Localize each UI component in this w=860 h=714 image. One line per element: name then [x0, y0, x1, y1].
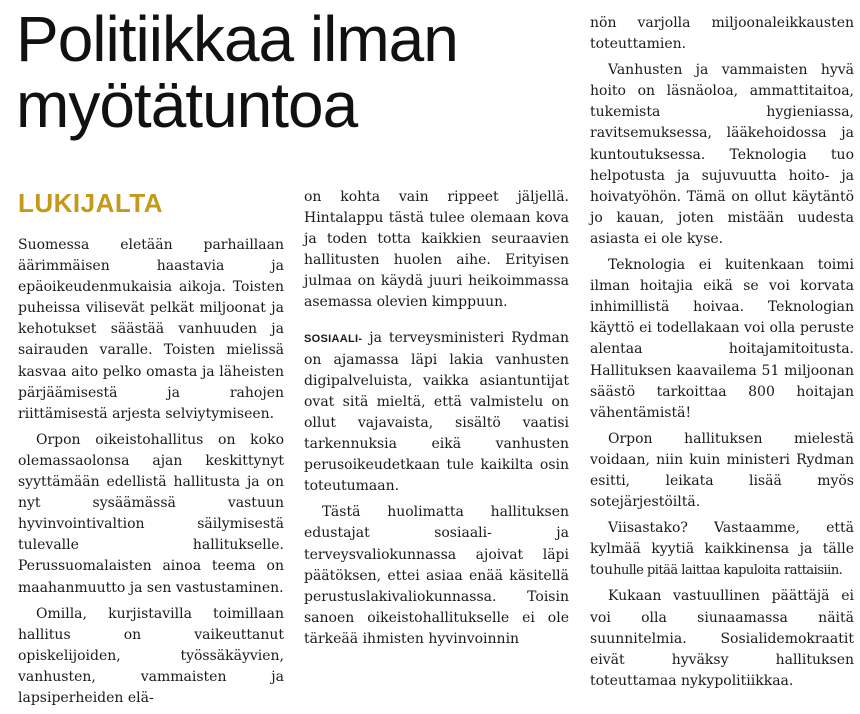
- paragraph: Vanhusten ja vammaisten hyvä hoito on läsnäoloa, ammattitaitoa, tukemista hygieniassa, ravitsemuksessa, lääkehoidossa ja kuntoutuksessa. Teknologia tuo helpotusta ja sujuvuutta hoito- ja hoivatyöhön. Tämä on ollut käytäntö jo kauan, joten mistään uudesta asiasta ei ole kyse.: [590, 62, 854, 247]
- article-column-3: [590, 13, 854, 697]
- paragraph: [590, 518, 854, 581]
- paragraph: Teknologia ei kuitenkaan toimi ilman hoitajia eikä se voi korvata inhimillistä hoivaa. Teknologian käyttö ei todellakaan voi olla peruste alentaa hoitajamitoitusta. Hallituksen kaavailema 51 miljoonan säästö tarkoittaa 800 hoitajan vähentämistä!: [590, 257, 854, 421]
- paragraph: on kohta vain rippeet jäljellä. Hintalappu tästä tulee olemaan kova ja toden totta kaikkien seuraavien hallitusten huolen aihe. Erityisen julmaa on käydä juuri heikoimmassa asemassa olevien kimppuun.: [304, 189, 569, 311]
- paragraph-text: ja terveysministeri Rydman on ajamassa läpi lakia vanhusten digipalveluista, vaikka asiantuntijat ovat sitä mieltä, että valmistelu on ollut vajavaista, sisältö vaatisi tarkennuksia eikä vanhusten perusoikeudetkaan tule kaikilta osin toteutumaan.: [304, 329, 569, 495]
- paragraph: Suomessa eletään parhaillaan äärimmäisen haastavia ja epäoikeudenmukaisia aikoja. Toisten puheissa vilisevät pelkät miljoonat ja kehotukset säästää vanhuuden ja sairauden varalle. Toisten mielissä kasvaa aito pelko omasta ja läheisten pärjäämisestä ja rahojen riittämisestä arjesta selviytymiseen.: [18, 237, 284, 422]
- paragraph-lead-in: SOSIAALI-: [304, 332, 363, 345]
- article-column-1: [18, 235, 284, 714]
- paragraph: Kukaan vastuullinen päättäjä ei voi olla siunaamassa näitä suunnitelmia. Sosialidemokraatit eivät hyväksy hallituksen toteuttamaa nykypolitiikkaa.: [590, 588, 854, 689]
- article-column-2: [304, 187, 569, 655]
- paragraph: [304, 328, 569, 498]
- paragraph-text-condensed: hulle pitää laittaa kapuloita rattaisiin.: [613, 563, 843, 579]
- paragraph-text: Viisastako? Vastaamme, että kylmää kyytiä kaikkinensa ja tälle tou: [590, 520, 854, 579]
- paragraph: Omilla, kurjistavilla toimillaan hallitus on vaikeuttanut opiskelijoiden, työssäkäyvien, vanhusten, vammaisten ja lapsiperheiden elä-: [18, 605, 284, 706]
- paragraph: Tästä huolimatta hallituksen edustajat sosiaali- ja terveysvaliokunnassa ajoivat läpi päätöksen, ettei asiaa enää käsitellä perustuslakivaliokunnassa. Toisin sanoen oikeistohallitukselle ei ole tärkeää ihmisten hyvinvoinnin: [304, 504, 569, 647]
- paragraph: Orpon oikeistohallitus on koko olemassaolonsa ajan keskittynyt syyttämään edellistä hallitusta ja on nyt sysäämässä vastuun hyvinvointivaltion säilymisestä tulevalle hallitukselle. Perussuomalaisten ainoa teema on maahanmuutto ja sen vastustaminen.: [18, 431, 284, 596]
- paragraph: Orpon hallituksen mielestä voidaan, niin kuin ministeri Rydman esitti, leikata lisää myös sotejärjestöiltä.: [590, 430, 854, 511]
- article-headline: Politiikkaa ilman myötätuntoa: [16, 3, 458, 141]
- paragraph: nön varjolla miljoonaleikkausten toteuttamien.: [590, 15, 854, 53]
- section-label: LUKIJALTA: [18, 188, 164, 218]
